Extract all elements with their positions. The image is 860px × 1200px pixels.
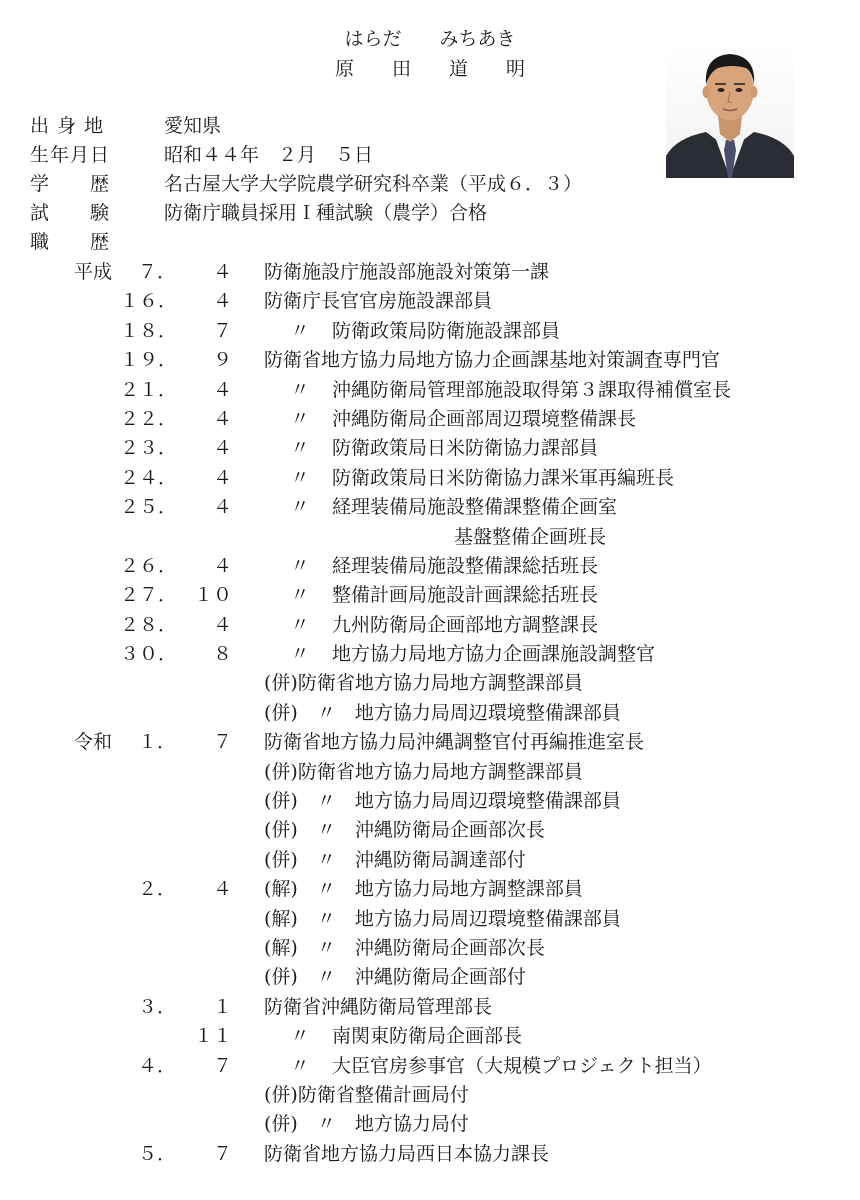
career-era: 令和 [74,731,113,754]
career-ditto-mark: 〃 [290,554,310,577]
career-row [0,993,860,1022]
career-month: ４ [212,466,232,489]
career-year: ２６． [120,554,178,577]
career-position: 防衛政策局日米防衛協力課米軍再編班長 [332,466,675,489]
career-concurrent-note: (解) 〃 地方協力局地方調整課部員 [264,878,583,901]
career-row [0,905,860,934]
profile-label-birthplace: 出 身 地 [30,115,105,137]
career-position: 防衛政策局防衛施設課部員 [332,319,561,342]
career-concurrent-note: (併) 〃 地方協力局付 [264,1113,469,1136]
career-row [0,816,860,845]
career-position: 沖縄防衛局管理部施設取得第３課取得補償室長 [332,378,732,401]
profile-label-education: 学 歴 [30,173,111,195]
career-position: 地方協力局地方協力企画課施設調整官 [332,643,656,666]
career-row [0,1022,860,1051]
career-month: ４ [212,437,232,460]
career-row [0,1081,860,1110]
career-era: 平成 [74,261,113,283]
career-ditto-mark: 〃 [290,319,310,342]
career-row [0,611,860,640]
career-position: 防衛施設庁施設部施設対策第一課 [264,261,550,283]
career-year: ２４． [120,466,178,489]
career-row [0,1110,860,1139]
career-year: １６． [120,290,178,313]
career-row [0,405,860,434]
career-year: ３０． [120,643,178,666]
career-position: 防衛省地方協力局西日本協力課長 [264,1142,550,1165]
full-name: 原 田 道 明 [334,58,525,80]
career-position: 防衛庁長官官房施設課部員 [264,290,493,313]
career-position: 防衛省沖縄防衛局管理部長 [264,995,493,1018]
career-concurrent-note: (併) 〃 地方協力局周辺環境整備課部員 [264,701,621,724]
career-month: ４ [212,554,232,577]
career-position: 防衛省地方協力局地方協力企画課基地対策調査専門官 [264,349,721,372]
career-row [0,669,860,698]
career-month: １１ [193,1025,232,1048]
career-year: ２３． [120,437,178,460]
career-year: ２２． [120,407,178,430]
career-row [0,787,860,816]
career-year: １９． [120,349,178,372]
career-row [0,287,860,316]
career-month: ４ [212,261,232,283]
career-year: ２５． [120,496,178,519]
career-row [0,317,860,346]
profile-label-exam: 試 験 [30,202,111,224]
career-year: ２８． [120,613,178,636]
career-month: ４ [212,878,232,901]
career-position: 経理装備局施設整備課総括班長 [332,554,599,577]
career-month: ９ [212,349,232,372]
career-concurrent-note: (併) 〃 沖縄防衛局調達部付 [264,848,526,871]
career-position: 九州防衛局企画部地方調整課長 [332,613,599,636]
profile-label-career: 職 歴 [30,231,111,253]
career-row [0,581,860,610]
career-month: ７ [212,319,232,342]
career-month: １ [212,995,232,1018]
career-year: ５． [137,1142,176,1165]
career-ditto-mark: 〃 [290,437,310,460]
profile-value-exam: 防衛庁職員採用Ｉ種試験（農学）合格 [164,202,488,224]
career-concurrent-note: (解) 〃 沖縄防衛局企画部次長 [264,936,545,959]
career-year: ２７． [120,584,178,607]
career-row [0,963,860,992]
career-year: １８． [120,319,178,342]
career-row [0,258,860,287]
career-row [0,846,860,875]
career-position: 南関東防衛局企画部長 [332,1025,523,1048]
career-concurrent-note: (併) 〃 沖縄防衛局企画部次長 [264,819,545,842]
career-row [0,640,860,669]
career-concurrent-note: (解) 〃 地方協力局周辺環境整備課部員 [264,907,621,930]
career-year: ２． [137,878,176,901]
career-concurrent-note: (併)防衛省整備計画局付 [264,1083,469,1106]
career-ditto-mark: 〃 [290,613,310,636]
career-month: ７ [212,1142,232,1165]
career-month: ４ [212,290,232,313]
career-month: ４ [212,407,232,430]
career-row [0,728,860,757]
career-year: ７． [137,261,176,283]
career-position: 経理装備局施設整備課整備企画室 [332,496,618,519]
name-reading: はらだ みちあき [344,28,516,50]
career-table [0,258,860,1169]
career-month: ８ [212,643,232,666]
career-row [0,434,860,463]
career-position: 防衛省地方協力局沖縄調整官付再編推進室長 [264,731,645,754]
career-row [0,552,860,581]
career-month: ７ [212,731,232,754]
career-position: 防衛政策局日米防衛協力課部員 [332,437,599,460]
career-year: ２１． [120,378,178,401]
career-month: １０ [193,584,232,607]
career-month: ４ [212,496,232,519]
career-position: 基盤整備企画班長 [264,525,607,548]
career-row [0,1052,860,1081]
career-ditto-mark: 〃 [290,584,310,607]
career-month: ４ [212,378,232,401]
career-row [0,875,860,904]
profile-value-birthplace: 愛知県 [164,115,222,137]
career-ditto-mark: 〃 [290,466,310,489]
career-month: ４ [212,613,232,636]
career-row [0,346,860,375]
career-ditto-mark: 〃 [290,1025,310,1048]
career-row [0,493,860,522]
career-year: ４． [137,1054,176,1077]
career-concurrent-note: (併)防衛省地方協力局地方調整課部員 [264,672,583,695]
career-concurrent-note: (併) 〃 沖縄防衛局企画部付 [264,966,526,989]
career-ditto-mark: 〃 [290,496,310,519]
career-row [0,464,860,493]
career-concurrent-note: (併) 〃 地方協力局周辺環境整備課部員 [264,790,621,813]
career-position: 大臣官房参事官（大規模プロジェクト担当） [332,1054,712,1077]
career-month: ７ [212,1054,232,1077]
career-ditto-mark: 〃 [290,1054,310,1077]
career-ditto-mark: 〃 [290,407,310,430]
career-row [0,523,860,552]
career-concurrent-note: (併)防衛省地方協力局地方調整課部員 [264,760,583,783]
career-row [0,934,860,963]
profile-value-birthdate: 昭和４４年 ２月 ５日 [164,144,374,166]
career-row [0,699,860,728]
career-position: 沖縄防衛局企画部周辺環境整備課長 [332,407,637,430]
profile-value-education: 名古屋大学大学院農学研究科卒業（平成６．３） [164,173,583,195]
career-year: １． [137,731,176,754]
career-row [0,758,860,787]
portrait-photo [666,38,794,178]
career-row [0,376,860,405]
career-row [0,1140,860,1169]
career-ditto-mark: 〃 [290,643,310,666]
career-position: 整備計画局施設計画課総括班長 [332,584,599,607]
profile-label-birthdate: 生年月日 [30,144,111,166]
career-year: ３． [137,995,176,1018]
career-ditto-mark: 〃 [290,378,310,401]
